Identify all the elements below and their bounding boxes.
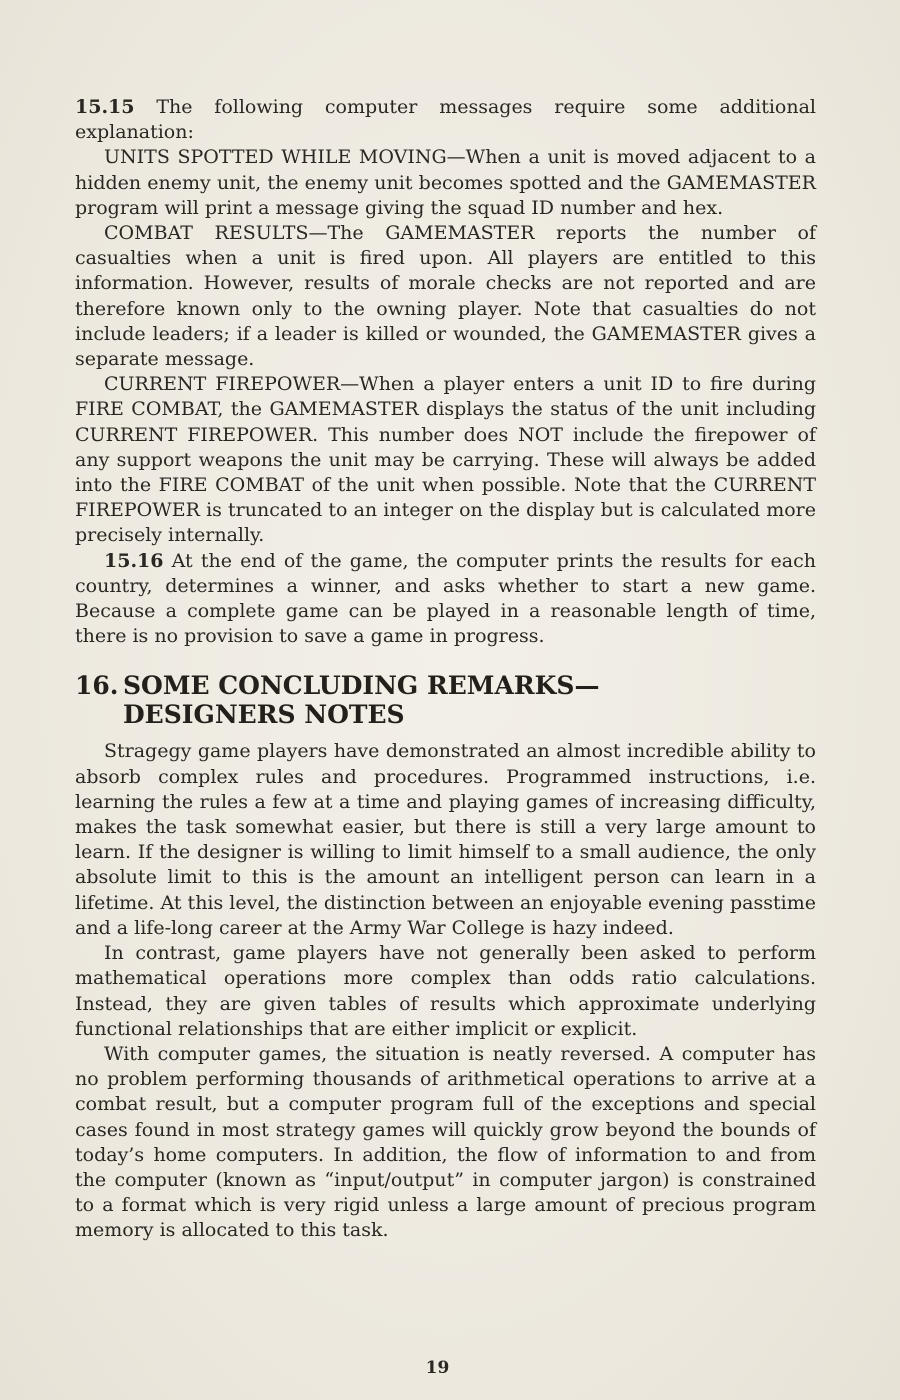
section-16-number: 16. (75, 671, 119, 701)
paragraph-units-spotted: UNITS SPOTTED WHILE MOVING—When a unit is moved adjacent to a hidden enemy unit, the enemy unit becomes spotted and the GAMEMASTER program will print a message giving the squad ID number and hex. (75, 146, 816, 219)
paragraph-current-firepower: CURRENT FIREPOWER—When a player enters a unit ID to fire during FIRE COMBAT, the GAMEMASTER displays the status of the unit including CURRENT FIREPOWER. This number does NOT include the firepower of any support weapons the unit may be carrying. These will always be added into the FIRE COMBAT of the unit when possible. Note that the CURRENT FIREPOWER is truncated to an integer on the display but is calculated more precisely internally. (75, 373, 816, 547)
page-number: 19 (425, 1358, 450, 1378)
paragraph-designers-notes-1: Stragegy game players have demonstrated an almost incredible ability to absorb complex rules and procedures. Programmed instructions, i.e. learning the rules a few at a time and playing games of increasing difficulty, makes the task somewhat easier, but there is still a very large amount to learn. If the designer is willing to limit himself to a small audience, the only absolute limit to this is the amount an intelligent person can learn in a lifetime. At this level, the distinction between an enjoyable evening passtime and a life-long career at the Army War College is hazy indeed. (75, 740, 816, 939)
paragraph-designers-notes-2: In contrast, game players have not generally been asked to perform mathematical operations more complex than odds ratio calculations. Instead, they are given tables of results which approximate underlying functional relationships that are either implicit or explicit. (75, 942, 816, 1040)
paragraph-designers-notes-3: With computer games, the situation is neatly reversed. A computer has no problem performing thousands of arithmetical operations to arrive at a combat result, but a computer program full of the exceptions and special cases found in most strategy games will quickly grow beyond the bounds of today’s home computers. In addition, the flow of information to and from the computer (known as “input/output” in computer jargon) is constrained to a format which is very rigid unless a large amount of precious program memory is allocated to this task. (75, 1042, 816, 1242)
section-number-15-15: 15.15 (75, 96, 135, 118)
paragraph-15-16 (75, 549, 816, 650)
section-15-15-intro-text: The following computer messages require some additional explanation: (75, 96, 816, 144)
section-number-15-16: 15.16 (104, 549, 164, 572)
paragraph-15-15-intro (75, 95, 816, 145)
section-16-heading (75, 671, 816, 729)
section-16-title-line2: DESIGNERS NOTES (123, 700, 405, 730)
section-16-title-line1: SOME CONCLUDING REMARKS— (123, 671, 600, 701)
section-15-16-text: At the end of the game, the computer prints the results for each country, determines a winner, and asks whether to start a new game. Because a complete game can be played in a reasonable length of time, there is no provision to save a game in progress. (75, 549, 816, 648)
page-content (75, 95, 816, 1244)
paragraph-combat-results: COMBAT RESULTS—The GAMEMASTER reports the number of casualties when a unit is fired upon. All players are entitled to this information. However, results of morale checks are not reported and are therefore known only to the owning player. Note that casualties do not include leaders; if a leader is killed or wounded, the GAMEMASTER gives a separate message. (75, 222, 816, 371)
